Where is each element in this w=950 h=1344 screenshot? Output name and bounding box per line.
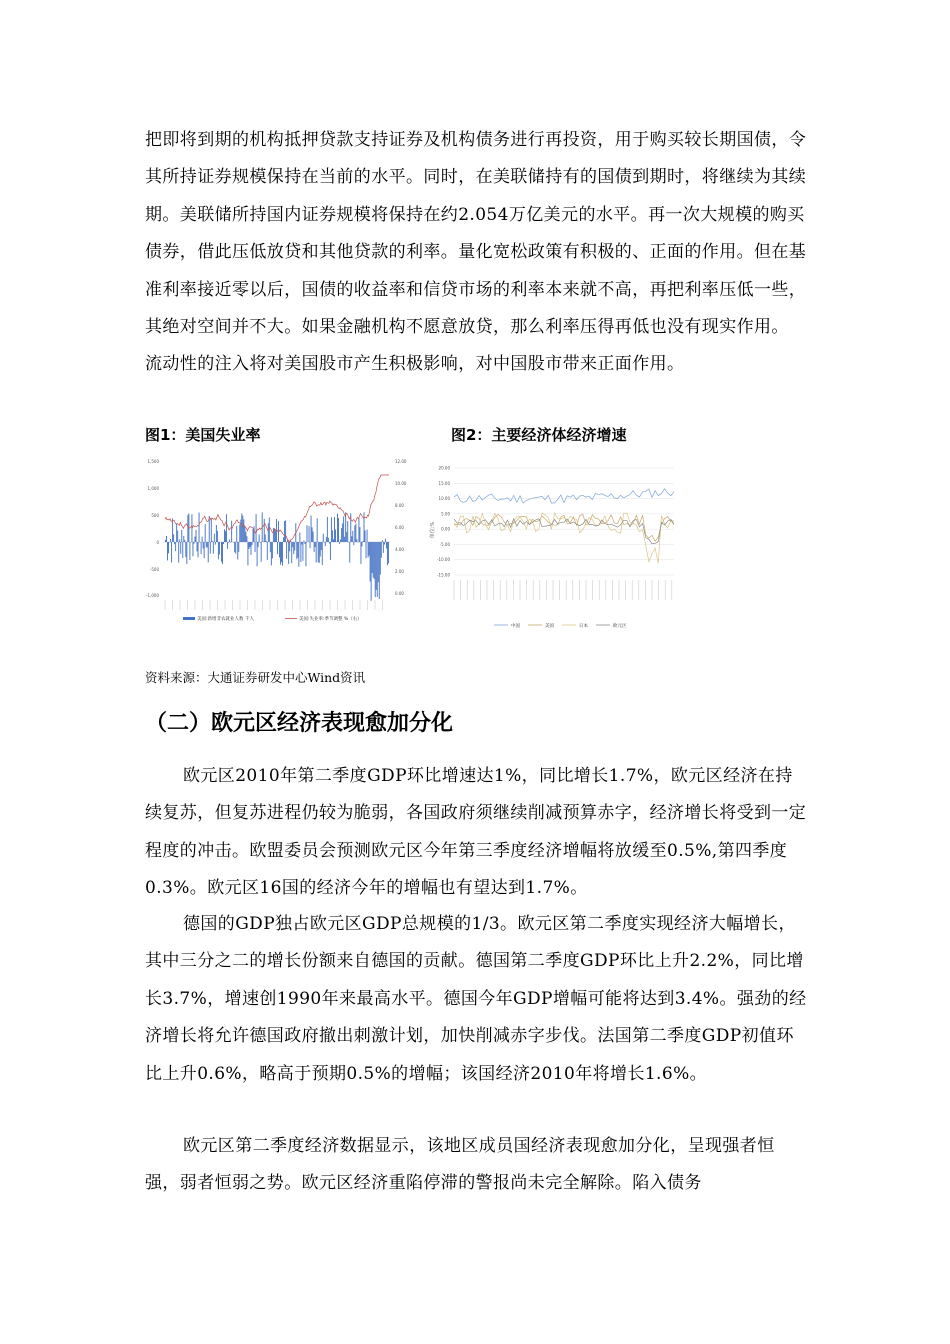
- data-source-note: 资料来源：大通证券研发中心Wind资讯: [145, 670, 366, 685]
- chart2-legend-euro: 欧元区: [613, 624, 627, 629]
- chart1-yleft-tick: 500: [151, 513, 159, 518]
- chart1-yleft-tick: -1,000: [146, 593, 159, 598]
- chart1-bar: [257, 542, 258, 566]
- chart1-bar: [385, 539, 386, 542]
- chart1-bar: [223, 542, 224, 544]
- chart1-bar: [368, 542, 369, 557]
- chart1-bar: [275, 530, 276, 542]
- chart2-ytick: -5.00: [439, 541, 450, 547]
- chart1-bar: [261, 542, 262, 562]
- chart1-bar: [369, 542, 370, 556]
- chart1-bar: [207, 542, 208, 548]
- chart1-bar: [252, 542, 253, 545]
- chart1-bar: [231, 521, 232, 542]
- chart1-bar: [313, 532, 314, 542]
- chart1-bar: [281, 542, 282, 562]
- chart1-bar: [254, 526, 255, 542]
- chart1-bar: [276, 519, 277, 542]
- chart1-bar: [191, 514, 192, 542]
- chart1-bar: [194, 542, 195, 544]
- chart1-bar: [182, 542, 183, 558]
- chart1-bar: [247, 542, 248, 565]
- chart1-bar: [324, 542, 325, 543]
- chart1-bar: [265, 534, 266, 542]
- chart1-bar: [304, 542, 305, 544]
- chart1-bar: [367, 530, 368, 542]
- chart1-bar: [342, 523, 343, 542]
- chart1-bar: [343, 516, 344, 542]
- chart1-bar: [322, 542, 323, 565]
- chart1-yright-tick: 4.00: [395, 547, 404, 552]
- chart1-bar: [192, 542, 193, 556]
- chart1-bar: [351, 536, 352, 542]
- chart1-bar: [373, 542, 374, 578]
- chart1-bar: [310, 542, 311, 548]
- chart1-bar: [356, 539, 357, 542]
- chart1-bar: [211, 518, 212, 542]
- chart1-bar: [216, 525, 217, 542]
- chart1-bar: [366, 542, 367, 558]
- chart1-bar: [174, 542, 175, 544]
- chart1-bar: [346, 532, 347, 542]
- chart1-bar: [333, 539, 334, 542]
- chart1-bar: [352, 531, 353, 542]
- chart1-bar: [291, 542, 292, 563]
- chart1-bar: [381, 542, 382, 558]
- chart1-bar: [285, 520, 286, 542]
- chart1-bar: [319, 542, 320, 563]
- chart1-yleft-tick: 1,500: [147, 459, 159, 464]
- chart-us-unemployment: [145, 450, 415, 630]
- chart1-yright-tick: 6.00: [395, 525, 404, 530]
- chart1-bar: [269, 517, 270, 542]
- chart1-bar: [201, 542, 202, 554]
- chart1-bar: [166, 536, 167, 542]
- paragraph-divergence: 欧元区第二季度经济数据显示，该地区成员国经济表现愈加分化，呈现强者恒强，弱者恒弱之势。欧元区经济重陷停滞的警报尚未完全解除。陷入债务: [145, 1136, 775, 1194]
- chart1-legend: [183, 615, 362, 622]
- chart2-legend-china: 中国: [511, 624, 520, 629]
- chart1-bar: [347, 521, 348, 542]
- chart1-right-axis-ticks: [395, 459, 407, 596]
- chart1-bar: [277, 542, 278, 554]
- chart1-bar: [380, 542, 381, 575]
- chart1-legend-bar-swatch: [183, 617, 195, 620]
- chart1-bar: [349, 542, 350, 563]
- chart1-bar: [358, 518, 359, 542]
- chart1-bar: [255, 542, 256, 552]
- chart1-bar: [186, 542, 187, 564]
- chart1-bar: [229, 539, 230, 542]
- chart1-bar: [258, 542, 259, 547]
- chart1-bar: [171, 542, 172, 562]
- chart1-bar: [341, 528, 342, 542]
- chart1-bar: [205, 524, 206, 542]
- chart1-bar: [326, 537, 327, 542]
- chart1-bar: [214, 534, 215, 542]
- chart1-bar: [180, 542, 181, 554]
- chart1-yright-tick: 8.00: [395, 503, 404, 508]
- chart1-bar: [307, 525, 308, 542]
- chart1-bar: [199, 513, 200, 542]
- chart1-bar: [384, 542, 385, 545]
- chart1-bar: [371, 542, 372, 601]
- chart1-bar: [325, 542, 326, 546]
- chart1-bar: [337, 514, 338, 542]
- chart2-ytick: 15.00: [438, 480, 450, 486]
- chart1-bar: [299, 532, 300, 542]
- chart1-bar: [311, 516, 312, 542]
- chart1-bar: [228, 542, 229, 543]
- chart1-bar: [329, 542, 330, 544]
- chart1-bar: [243, 519, 244, 542]
- chart1-bar: [280, 542, 281, 565]
- chart2-series-lines: [454, 489, 674, 564]
- chart1-bar: [168, 542, 169, 553]
- chart2-x-ticks: [454, 580, 672, 600]
- chart1-bar: [237, 542, 238, 560]
- chart1-bar: [250, 542, 251, 547]
- chart1-bar: [387, 542, 388, 565]
- chart1-yright-tick: 0.00: [395, 591, 404, 596]
- chart1-bar: [354, 525, 355, 542]
- chart1-bar: [348, 542, 349, 543]
- chart1-bar: [172, 518, 173, 542]
- chart1-left-axis-ticks: [146, 459, 159, 598]
- chart1-bar: [234, 542, 235, 552]
- chart2-ylabel: 单位:%: [430, 521, 436, 539]
- chart1-bar: [334, 517, 335, 542]
- chart1-bar: [332, 530, 333, 542]
- chart1-bar: [246, 536, 247, 542]
- figure1-title: 图1：美国失业率: [145, 426, 261, 444]
- chart1-bar: [365, 531, 366, 542]
- figure2-title: 图2：主要经济体经济增速: [451, 426, 627, 444]
- chart1-bar: [189, 542, 190, 560]
- chart1-bar: [185, 542, 186, 557]
- chart1-bar: [300, 542, 301, 562]
- chart1-bar: [179, 539, 180, 542]
- chart1-bar: [302, 542, 303, 561]
- chart1-bar: [328, 538, 329, 542]
- chart1-bar: [271, 542, 272, 565]
- chart1-bar: [267, 542, 268, 560]
- chart1-bar: [382, 540, 383, 542]
- chart1-bar: [176, 524, 177, 542]
- chart1-bar: [344, 537, 345, 542]
- chart1-bar: [331, 517, 332, 542]
- chart1-bar: [235, 542, 236, 554]
- chart2-line-euro: [454, 519, 674, 544]
- chart1-bar: [264, 519, 265, 542]
- chart1-bar: [256, 514, 257, 542]
- chart1-bar: [339, 542, 340, 544]
- chart1-bar: [236, 526, 237, 542]
- chart1-bar: [363, 541, 364, 542]
- chart1-bar: [184, 540, 185, 542]
- chart1-bar: [210, 542, 211, 554]
- chart1-bar: [298, 542, 299, 567]
- chart1-bar: [227, 542, 228, 549]
- chart1-bar: [239, 525, 240, 542]
- chart1-bar: [165, 540, 166, 542]
- chart1-bar: [178, 542, 179, 563]
- chart1-bar: [283, 537, 284, 542]
- chart1-bar: [289, 542, 290, 551]
- chart1-bar: [272, 542, 273, 558]
- chart1-bar: [327, 517, 328, 542]
- chart1-legend-bars: 美国:新增非农就业人数 千人: [197, 617, 254, 622]
- chart1-bar: [202, 537, 203, 542]
- section-heading: （二）欧元区经济表现愈加分化: [145, 711, 454, 736]
- chart1-bar: [317, 518, 318, 542]
- paragraph-germany: 德国的GDP独占欧元区GDP总规模的1/3。欧元区第二季度实现经济大幅增长，其中三分之二的增长份额来自德国的贡献。德国第二季度GDP环比上升2.2%，同比增长3.7%，增速创1990年来最高水平。德国今年GDP增幅可能将达到3.4%。强劲的经济增长将允许德国政府撤出刺激计划，加快削减赤字步伐。法国第二季度GDP初值环比上升0.6%，略高于预期0.5%的增幅；该国经济2010年将增长1.6%。: [145, 914, 807, 1084]
- chart1-bar: [218, 542, 219, 559]
- chart1-bar: [292, 542, 293, 547]
- chart1-bar: [388, 542, 389, 563]
- chart1-bar: [377, 542, 378, 597]
- chart1-bar: [386, 542, 387, 549]
- chart1-yright-tick: 12.00: [395, 459, 407, 464]
- chart1-bar: [204, 542, 205, 558]
- chart2-y-ticks: [437, 466, 450, 578]
- chart1-bar: [196, 530, 197, 542]
- chart1-bar: [268, 523, 269, 542]
- chart1-bar: [320, 542, 321, 557]
- chart1-bar: [353, 542, 354, 545]
- chart1-bar: [259, 535, 260, 542]
- chart1-bar: [301, 542, 302, 545]
- chart-major-economies-growth: [428, 450, 682, 640]
- chart1-bar: [335, 529, 336, 542]
- chart1-bar: [224, 529, 225, 542]
- chart1-bar: [314, 542, 315, 552]
- chart1-bar: [242, 516, 243, 542]
- chart1-yleft-tick: 1,000: [147, 486, 159, 491]
- chart1-bar: [266, 541, 267, 542]
- chart1-yright-tick: 2.00: [395, 569, 404, 574]
- chart1-bar: [238, 542, 239, 552]
- chart1-x-ticks: [165, 600, 383, 610]
- chart1-legend-line: 美国:失业率:季节调整 %（右）: [299, 617, 362, 622]
- chart1-bar: [203, 542, 204, 549]
- chart1-bar: [183, 536, 184, 542]
- chart1-bar: [251, 542, 252, 555]
- chart1-bar: [279, 542, 280, 557]
- chart1-bar: [315, 542, 316, 547]
- chart1-bar: [270, 542, 271, 552]
- chart2-ytick: -10.00: [437, 557, 450, 563]
- paragraph-qe: 把即将到期的机构抵押贷款支持证券及机构债务进行再投资，用于购买较长期国债，令其所持证券规模保持在当前的水平。同时，在美联储持有的国债到期时，将继续为其续期。美联储所持国内证券规模将保持在约2.054万亿美元的水平。再一次大规模的购买债券，借此压低放贷和其他贷款的利率。量化宽松政策有积极的、正面的作用。但在基准利率接近零以后，国债的收益率和信贷市场的利率本来就不高，再把利率压低一些，其绝对空间并不大。如果金融机构不愿意放贷，那么利率压得再低也没有现实作用。 流动性的注入将对美国股市产生积极影响，对中国股市带来正面作用。: [145, 130, 807, 375]
- chart1-bar: [195, 536, 196, 542]
- chart1-bar: [282, 542, 283, 566]
- chart1-bar: [173, 534, 174, 542]
- chart2-legend-japan: 日本: [579, 624, 588, 629]
- chart1-bar: [177, 531, 178, 542]
- chart2-line-china: [454, 489, 674, 503]
- chart1-bar: [215, 542, 216, 545]
- chart1-bar: [379, 542, 380, 599]
- chart1-bar: [221, 542, 222, 562]
- chart1-bar: [253, 529, 254, 542]
- chart1-bar: [244, 526, 245, 542]
- chart1-bar: [284, 521, 285, 542]
- chart1-bar: [360, 542, 361, 564]
- chart1-bar: [245, 532, 246, 542]
- chart1-yright-tick: 10.00: [395, 481, 407, 486]
- chart1-bar: [198, 542, 199, 557]
- chart1-bar: [222, 542, 223, 564]
- chart1-bar: [240, 520, 241, 542]
- chart1-bar: [362, 542, 363, 546]
- chart1-bar: [233, 542, 234, 543]
- chart1-bar: [248, 542, 249, 549]
- chart1-bar: [376, 542, 377, 590]
- chart2-ytick: 10.00: [438, 496, 450, 502]
- chart1-bar: [296, 542, 297, 559]
- chart1-bar: [208, 542, 209, 562]
- chart1-bar: [303, 540, 304, 542]
- chart1-bar: [293, 542, 294, 554]
- chart1-bar: [306, 542, 307, 566]
- chart1-bar: [316, 542, 317, 563]
- chart1-bar: [297, 542, 298, 558]
- chart1-bar: [294, 542, 295, 550]
- chart1-bar: [241, 513, 242, 542]
- chart1-bar: [340, 539, 341, 542]
- chart2-ytick: 0.00: [441, 526, 450, 532]
- chart1-bar: [372, 542, 373, 573]
- chart2-ytick: -15.00: [437, 572, 450, 578]
- chart1-bar: [374, 542, 375, 579]
- chart1-bar: [226, 514, 227, 542]
- chart1-bar: [181, 530, 182, 542]
- chart1-bar: [213, 542, 214, 554]
- chart1-bar: [330, 542, 331, 560]
- chart1-bar: [197, 542, 198, 551]
- chart1-bar: [338, 518, 339, 542]
- chart1-bar: [219, 542, 220, 554]
- chart1-bar: [323, 534, 324, 542]
- chart2-legend-us: 美国: [545, 624, 554, 629]
- chart2-legend: [494, 622, 627, 629]
- chart1-bar: [187, 515, 188, 542]
- chart1-bar: [375, 542, 376, 597]
- chart2-ytick: 20.00: [438, 465, 450, 471]
- chart1-bar: [230, 542, 231, 543]
- chart1-bar: [378, 542, 379, 582]
- chart1-bar: [383, 542, 384, 553]
- chart1-bar: [212, 541, 213, 542]
- chart1-bar: [312, 527, 313, 542]
- chart1-yleft-tick: 0: [156, 540, 159, 545]
- chart1-bar: [355, 524, 356, 542]
- chart1-bar: [318, 542, 319, 562]
- chart2-line-us: [454, 515, 674, 542]
- chart1-bar: [288, 542, 289, 564]
- chart1-bar: [175, 542, 176, 551]
- chart1-bar: [321, 542, 322, 550]
- chart1-yleft-tick: -500: [149, 567, 159, 572]
- chart1-bar: [364, 512, 365, 542]
- chart1-bar: [225, 531, 226, 542]
- chart1-bar: [217, 531, 218, 542]
- paragraph-euro-gdp: 欧元区2010年第二季度GDP环比增速达1%，同比增长1.7%，欧元区经济在持续复苏，但复苏进程仍较为脆弱，各国政府须继续削减预算赤字，经济增长将受到一定程度的冲击。欧盟委员会预测欧元区今年第三季度经济增幅将放缓至0.5%,第四季度0.3%。欧元区16国的经济今年的增幅也有望达到1.7%。: [145, 766, 807, 899]
- chart1-bar: [359, 527, 360, 542]
- chart1-bar: [309, 526, 310, 542]
- chart1-bar: [273, 528, 274, 542]
- chart1-bar: [370, 542, 371, 581]
- chart1-bar: [167, 542, 168, 560]
- chart1-bar: [170, 539, 171, 542]
- chart1-bar: [206, 542, 207, 547]
- chart2-ytick: 5.00: [441, 511, 450, 517]
- chart1-bar: [286, 542, 287, 559]
